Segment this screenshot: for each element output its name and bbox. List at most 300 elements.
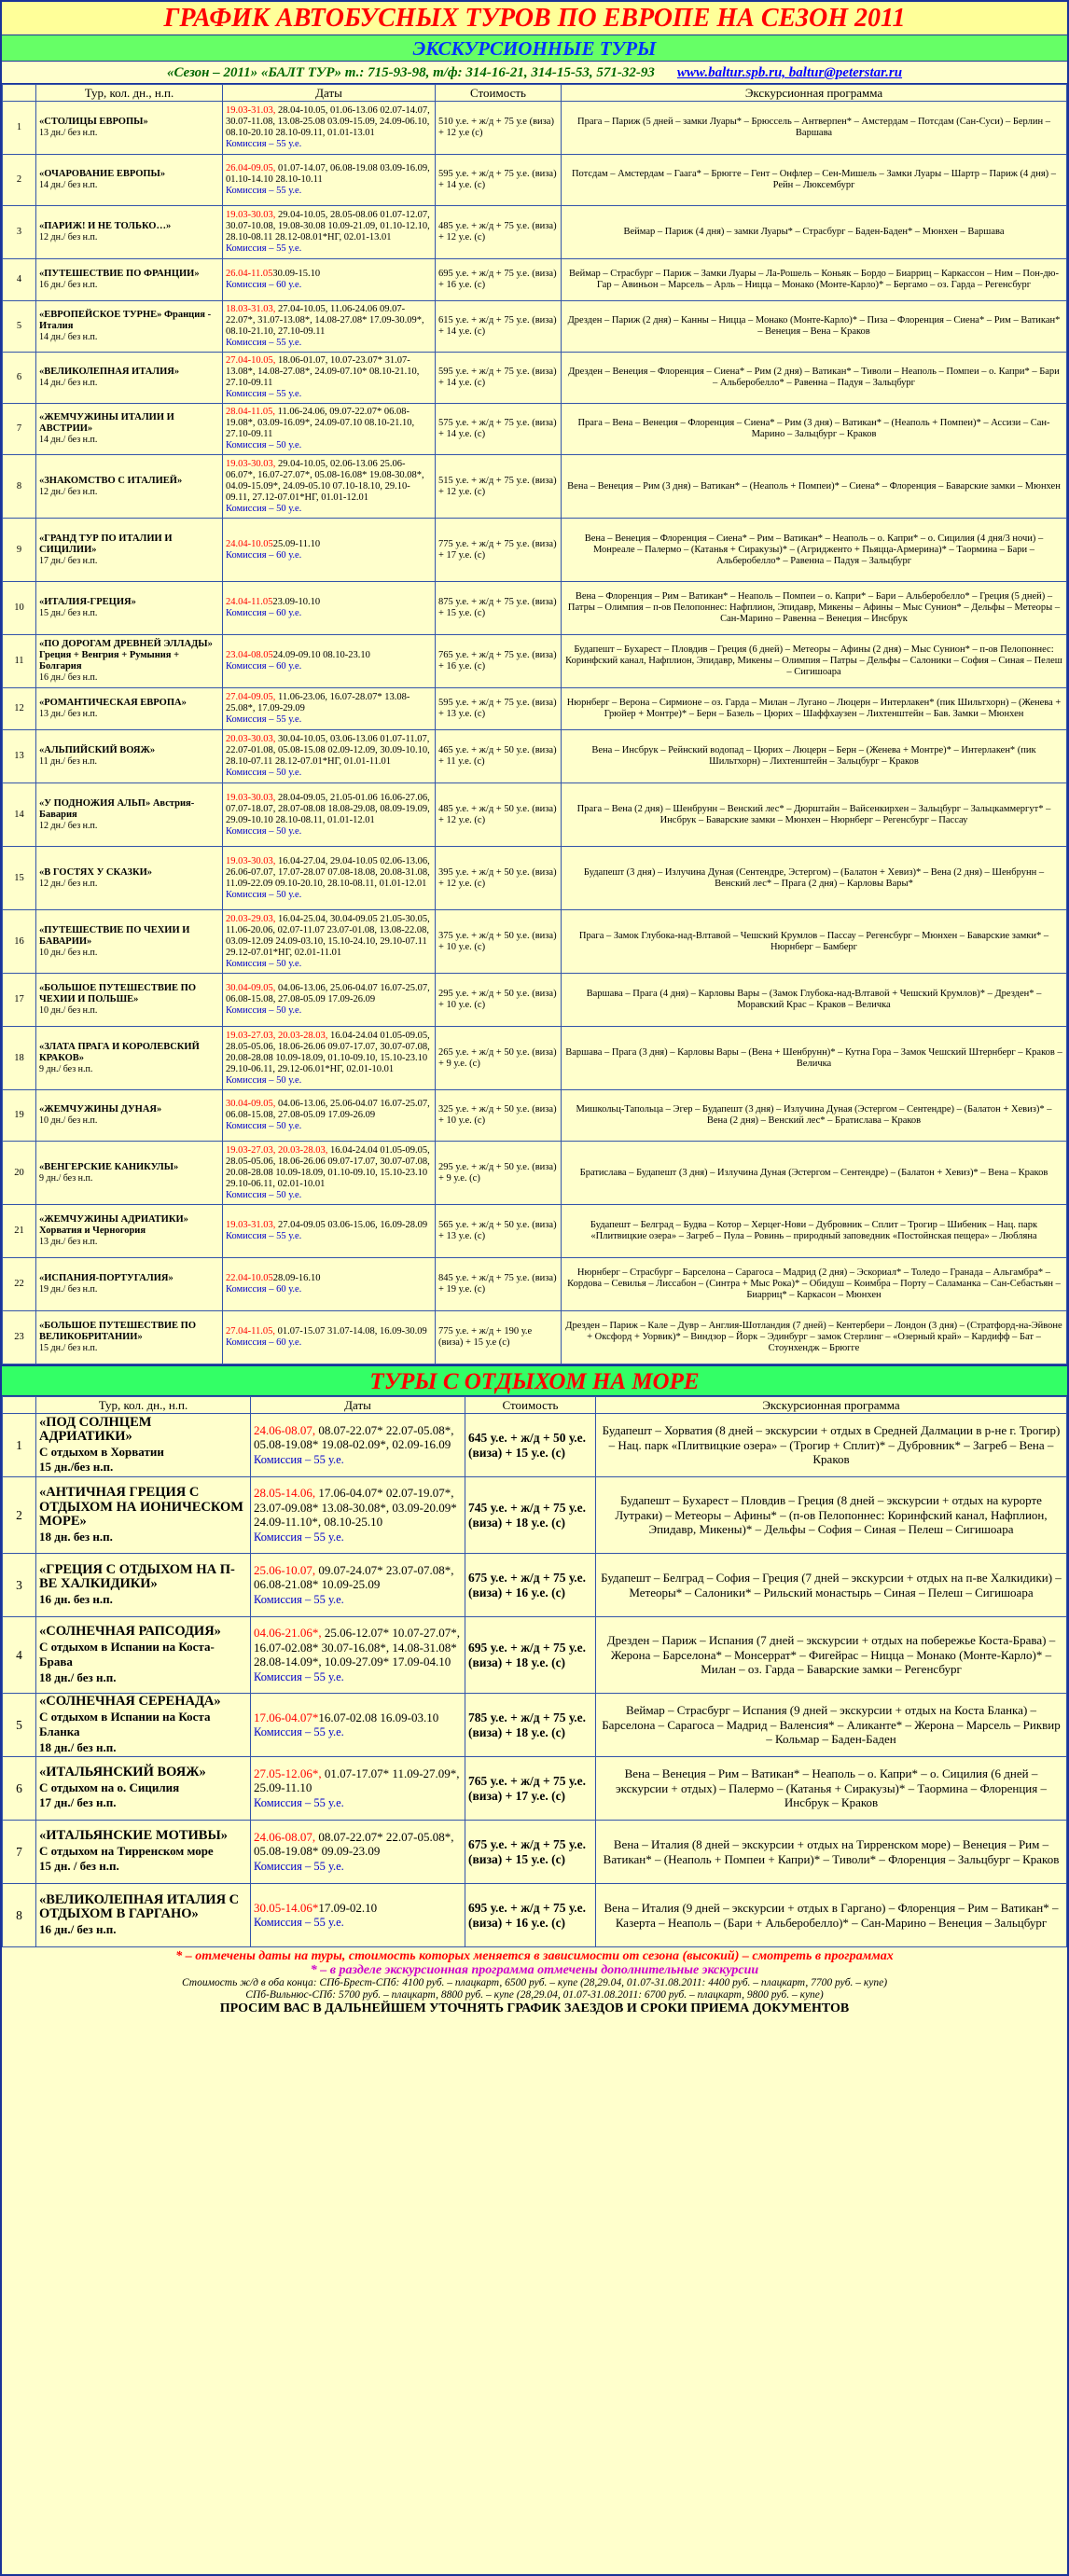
tour-days: 9 дн./ без н.п. (39, 1172, 93, 1184)
tour-days: 10 дн./ без н.п. (39, 1005, 98, 1016)
tour-days: 13 дн./ без н.п. (39, 128, 98, 138)
price-cell: 675 у.е. + ж/д + 75 у.е. (виза) + 16 у.е. (с) (465, 1554, 596, 1617)
price-cell: 325 у.е. + ж/д + 50 у.е. (виза) + 10 у.е. (с) (436, 1090, 562, 1142)
tour-days: 16 дн./ без н.п. (39, 1921, 117, 1936)
commission: Комиссия – 50 у.е. (226, 825, 302, 837)
tour-cell (36, 847, 223, 910)
program-cell: Прага – Вена – Венеция – Флоренция – Сиена* – Рим (3 дня) – Ватикан* – (Неаполь + Помпеи)* – Ассизи – Сан-Марино – Зальцбург – Краков (562, 404, 1067, 455)
dates-cell (251, 1757, 465, 1821)
program-cell: Прага – Париж (5 дней – замки Луары* – Брюссель – Антверпен* – Амстердам – Потсдам (Сан-Суси) – Берлин – Варшава (562, 102, 1067, 155)
tour-days: 12 дн./ без н.п. (39, 820, 98, 831)
tour-name: «АЛЬПИЙСКИЙ ВОЯЖ» (39, 745, 156, 755)
table-row (3, 1027, 1067, 1090)
price-cell: 595 у.е. + ж/д + 75 у.е. (виза) + 14 у.е. (с) (436, 155, 562, 206)
tour-cell (36, 1884, 251, 1947)
tour-name: «ЖЕМЧУЖИНЫ ДУНАЯ» (39, 1104, 162, 1115)
dates-list: 16.04-24.04 01.05-09.05, 28.05-05.06, 18.06-26.06 09.07-17.07, 30.07-07.08, 20.08-28.08 10.09-18.09, 01.10-09.10, 15.10-23.10 29.10-06.11, 02.01-10.01 (226, 1144, 430, 1189)
contact-line (2, 62, 1067, 84)
program-cell: Вена – Италия (8 дней – экскурсии + отдых на Тирренском море) – Венеция – Рим – Ватикан* – (Неаполь + Помпеи + Капри)* – Тиволи* – Флоренция – Зальцбург – Краков (596, 1821, 1067, 1884)
table-row (3, 301, 1067, 353)
footer-notes (2, 1947, 1067, 2017)
row-number: 8 (3, 1884, 36, 1947)
table-row (3, 102, 1067, 155)
dates-cell (223, 974, 436, 1027)
row-number: 14 (3, 783, 36, 847)
tour-name: «ИТАЛЬЯНСКИЙ ВОЯЖ» (39, 1765, 206, 1780)
excursion-table (2, 84, 1067, 1364)
table-row (3, 582, 1067, 635)
price-cell: 465 у.е. + ж/д + 50 у.е. (виза) + 11 у.е. (с) (436, 730, 562, 783)
table-row (3, 1554, 1067, 1617)
dates-highlight: 27.05-12.06*, (254, 1766, 325, 1780)
dates-cell (251, 1477, 465, 1554)
dates-cell (223, 404, 436, 455)
tour-name: «АНТИЧНАЯ ГРЕЦИЯ С ОТДЫХОМ НА ИОНИЧЕСКОМ МОРЕ» (39, 1485, 243, 1529)
tour-days: 14 дн./ без н.п. (39, 180, 98, 190)
dates-highlight: 27.04-09.05, (226, 692, 278, 702)
price-cell: 295 у.е. + ж/д + 50 у.е. (виза) + 10 у.е. (с) (436, 974, 562, 1027)
row-number: 2 (3, 155, 36, 206)
tour-days: 15 дн./ без н.п. (39, 608, 98, 618)
header-num (3, 85, 36, 102)
price-cell: 785 у.е. + ж/д + 75 у.е. (виза) + 18 у.е. (с) (465, 1694, 596, 1757)
contact-phones: «Сезон – 2011» «БАЛТ ТУР» т.: 715-93-98, т/ф: 314-16-21, 314-15-53, 571-32-93 (166, 65, 655, 80)
program-cell: Веймар – Страсбург – Испания (9 дней – экскурсии + отдых на Коста Бланка) – Барселона – Сарагоса – Мадрид – Валенсия* – Аликанте* – Жерона – Марсель – Риквир – Кольмар – Баден-Баден (596, 1694, 1067, 1757)
tour-name: «ГРЕЦИЯ С ОТДЫХОМ НА П-ВЕ ХАЛКИДИКИ» (39, 1561, 235, 1592)
dates-cell (223, 455, 436, 519)
tour-cell (36, 301, 223, 353)
program-cell: Вена – Венеция – Флоренция – Сиена* – Рим – Ватикан* – Неаполь – о. Капри* – о. Сицилия (4 дня/3 ночи) – Монреале – Палермо – (Катанья + Сиракузы)* – (Агридженто + Пьяцца-Армерина)* – Таормина – Бари – Альберобелло* – Равенна – Падуя – Зальцбург (562, 519, 1067, 582)
program-cell: Будапешт – Бухарест – Пловдив – Греция (8 дней – экскурсии + отдых на курорте Лутраки) – Метеоры – Афины* – (п-ов Пелопоннес: Коринфский канал, Нафплион, Эпидавр, Микены)* – Дельфы – София – Синая – Пелеш – Сигишоара (596, 1477, 1067, 1554)
price-cell: 485 у.е. + ж/д + 75 у.е. (виза) + 12 у.е. (с) (436, 206, 562, 259)
price-cell: 575 у.е. + ж/д + 75 у.е. (виза) + 14 у.е. (с) (436, 404, 562, 455)
dates-highlight: 24.04-11.05 (226, 597, 273, 607)
tour-cell (36, 1414, 251, 1477)
tour-name: «СТОЛИЦЫ ЕВРОПЫ» (39, 117, 148, 127)
tour-name: «БОЛЬШОЕ ПУТЕШЕСТВИЕ ПО ЧЕХИИ И ПОЛЬШЕ» (39, 983, 196, 1004)
commission: Комиссия – 60 у.е. (226, 549, 302, 561)
price-cell: 615 у.е. + ж/д + 75 у.е. (виза) + 14 у.е. (с) (436, 301, 562, 353)
tour-name: «ПОД СОЛНЦЕМ АДРИАТИКИ» (39, 1414, 152, 1444)
dates-highlight: 19.03-31.03, (226, 105, 278, 116)
commission: Комиссия – 50 у.е. (226, 1121, 302, 1131)
commission: Комиссия – 55 у.е. (254, 1795, 344, 1809)
tour-name: «СОЛНЕЧНАЯ РАПСОДИЯ» (39, 1624, 221, 1639)
dates-list: 01.07-14.07, 06.08-19.08 03.09-16.09, 01.10-14.10 28.10-10.11 (226, 163, 430, 185)
dates-cell (223, 519, 436, 582)
dates-list: 28.09-16.10 (272, 1273, 321, 1283)
commission: Комиссия – 55 у.е. (226, 338, 302, 348)
program-cell: Вена – Флоренция – Рим – Ватикан* – Неаполь – Помпеи – о. Капри* – Бари – Альберобелло* – Греция (5 дней) – Патры – Олимпия – п-ов Пелопоннес: Нафплион, Эпидавр, Микены – Афины – Мыс Сунион* – Дельфы – Метеоры – Сан-Марино – Равенна – Венеция – Инсбрук (562, 582, 1067, 635)
tour-cell (36, 259, 223, 301)
dates-highlight: 20.03-30.03, (226, 734, 278, 744)
price-cell: 565 у.е. + ж/д + 50 у.е. (виза) + 13 у.е. (с) (436, 1205, 562, 1258)
dates-cell (223, 1027, 436, 1090)
dates-highlight: 30.05-14.06* (254, 1900, 319, 1915)
tour-subtitle: С отдыхом на о. Сицилия (39, 1780, 180, 1794)
dates-cell (223, 301, 436, 353)
table-row (3, 730, 1067, 783)
commission: Комиссия – 50 у.е. (226, 503, 302, 514)
dates-list: 30.09-15.10 (272, 269, 321, 279)
tour-cell (36, 1821, 251, 1884)
dates-highlight: 24.06-08.07, (254, 1422, 319, 1437)
tour-days: 12 дн./ без н.п. (39, 232, 98, 242)
dates-highlight: 30.04-09.05, (226, 1099, 278, 1109)
dates-list: 27.04-09.05 03.06-15.06, 16.09-28.09 (278, 1220, 428, 1230)
dates-cell (223, 1090, 436, 1142)
commission: Комиссия – 55 у.е. (254, 1916, 344, 1929)
dates-highlight: 22.04-10.05 (226, 1273, 273, 1283)
row-number: 11 (3, 635, 36, 688)
commission: Комиссия – 60 у.е. (226, 1337, 302, 1348)
program-cell: Вена – Венеция – Рим – Ватикан* – Неаполь – о. Капри* – о. Сицилия (6 дней – экскурсии + отдых) – Палермо – (Катанья + Сиракузы)* – Таормина – Флоренция – Инсбрук – Краков (596, 1757, 1067, 1821)
dates-highlight: 19.03-27.03, 20.03-28.03, (226, 1030, 330, 1041)
dates-cell (223, 847, 436, 910)
program-cell: Будапешт – Хорватия (8 дней – экскурсии + отдых в Средней Далмации в р-не г. Трогир) – Нац. парк «Плитвицкие озера» – (Трогир + Сплит)* – Дубровник* – Загреб – Вена – Краков (596, 1414, 1067, 1477)
tour-name: «ВЕНГЕРСКИЕ КАНИКУЛЫ» (39, 1161, 179, 1172)
commission: Комиссия – 50 у.е. (226, 440, 302, 450)
tour-days: 16 дн./ без н.п. (39, 280, 98, 290)
tour-cell (36, 1205, 223, 1258)
price-cell: 645 у.е. + ж/д + 50 у.е. (виза) + 15 у.е. (с) (465, 1414, 596, 1477)
dates-list: 25.06-12.07* 10.07-27.07*, 16.07-02.08* 30.07-16.08*, 14.08-31.08* 28.08-14.09*, 10.09-27.09* 17.09-04.10 (254, 1626, 461, 1669)
tour-cell (36, 353, 223, 404)
commission: Комиссия – 50 у.е. (226, 889, 302, 900)
tour-cell (36, 1694, 251, 1757)
section-title-sea: ТУРЫ С ОТДЫХОМ НА МОРЕ (2, 1364, 1067, 1396)
table-row (3, 783, 1067, 847)
row-number: 15 (3, 847, 36, 910)
tour-cell (36, 1477, 251, 1554)
tour-days: 13 дн./ без н.п. (39, 1237, 98, 1247)
commission: Комиссия – 60 у.е. (226, 661, 302, 672)
dates-list: 11.06-23.06, 16.07-28.07* 13.08-25.08*, 17.09-29.09 (226, 692, 410, 713)
row-number: 8 (3, 455, 36, 519)
table-row (3, 974, 1067, 1027)
tour-days: 14 дн./ без н.п. (39, 378, 98, 388)
tour-name: «ПУТЕШЕСТВИЕ ПО ЧЕХИИ И БАВАРИИ» (39, 924, 190, 947)
dates-list: 01.07-17.07* 11.09-27.09*, 25.09-11.10 (254, 1766, 460, 1795)
tour-days: 14 дн./ без н.п. (39, 435, 98, 445)
tour-cell (36, 974, 223, 1027)
tour-cell (36, 102, 223, 155)
dates-cell (223, 155, 436, 206)
row-number: 17 (3, 974, 36, 1027)
price-cell: 695 у.е. + ж/д + 75 у.е. (виза) + 18 у.е. (с) (465, 1617, 596, 1694)
commission: Комиссия – 50 у.е. (226, 1189, 302, 1200)
header-num (3, 1397, 36, 1414)
row-number: 3 (3, 206, 36, 259)
tour-name: «ВЕЛИКОЛЕПНАЯ ИТАЛИЯ С ОТДЫХОМ В ГАРГАНО» (39, 1891, 240, 1922)
dates-list: 16.07-02.08 16.09-03.10 (318, 1710, 439, 1724)
row-number: 18 (3, 1027, 36, 1090)
dates-cell (223, 259, 436, 301)
dates-list: 16.04-27.04, 29.04-10.05 02.06-13.06, 26.06-07.07, 17.07-28.07 07.08-18.08, 20.08-31.08, 11.09-22.09 09.10-20.10, 28.10-08.11, 01.01-12.01 (226, 855, 430, 889)
commission: Комиссия – 55 у.е. (226, 389, 302, 399)
row-number: 7 (3, 1821, 36, 1884)
table-row (3, 1090, 1067, 1142)
row-number: 6 (3, 353, 36, 404)
program-cell: Будапешт – Белград – Будва – Котор – Херцег-Нови – Дубровник – Сплит – Трогир – Шибеник – Нац. парк «Плитвицкие озера» – Загреб – Пула – Ровинь – природный заповедник «Постойнская пещера» – Любляна (562, 1205, 1067, 1258)
tour-name: «СОЛНЕЧНАЯ СЕРЕНАДА» (39, 1694, 221, 1709)
commission: Комиссия – 55 у.е. (254, 1859, 344, 1873)
header-price: Стоимость (465, 1397, 596, 1414)
tour-cell (36, 455, 223, 519)
price-cell: 485 у.е. + ж/д + 50 у.е. (виза) + 12 у.е. (с) (436, 783, 562, 847)
commission: Комиссия – 55 у.е. (226, 243, 302, 254)
dates-list: 16.04-24.04 01.05-09.05, 28.05-05.06, 18.06-26.06 09.07-17.07, 30.07-07.08, 20.08-28.08 10.09-18.09, 01.10-09.10, 15.10-23.10 29.10-06.11, 29.12-06.01*НГ, 02.01-10.01 (226, 1030, 430, 1074)
dates-highlight: 30.04-09.05, (226, 983, 278, 993)
price-cell: 595 у.е. + ж/д + 75 у.е. (виза) + 14 у.е. (с) (436, 353, 562, 404)
program-cell: Вена – Инсбрук – Рейнский водопад – Цюрих – Люцерн – Берн – (Женева + Монтре)* – Интерлакен* (пик Шильтхорн) – Лихтенштейн – Зальцбург – Краков (562, 730, 1067, 783)
header-price: Стоимость (436, 85, 562, 102)
row-number: 2 (3, 1477, 36, 1554)
row-number: 12 (3, 688, 36, 730)
dates-cell (223, 783, 436, 847)
tour-name: «ПУТЕШЕСТВИЕ ПО ФРАНЦИИ» (39, 269, 200, 279)
tour-cell (36, 730, 223, 783)
dates-highlight: 25.06-10.07, (254, 1562, 319, 1577)
dates-list: 08.07-22.07* 22.07-05.08*, 05.08-19.08* 19.08-02.09*, 02.09-16.09 (254, 1422, 454, 1452)
tour-days: 18 дн./ без н.п. (39, 1669, 117, 1684)
program-cell: Будапешт – Бухарест – Пловдив – Греция (6 дней) – Метеоры – Афины (2 дня) – Мыс Сунион* – п-ов Пелопоннес: Коринфский канал, Нафплион, Эпидавр, Микены – Олимпия – Патры – Дельфы – Салоники – София – Синая – Пелеш – Сигишоара (562, 635, 1067, 688)
dates-highlight: 26.04-11.05 (226, 269, 273, 279)
tour-days: 12 дн./ без н.п. (39, 486, 98, 497)
tour-cell (36, 1027, 223, 1090)
price-cell: 695 у.е. + ж/д + 75 у.е. (виза) + 16 у.е. (с) (465, 1884, 596, 1947)
commission: Комиссия – 60 у.е. (226, 608, 302, 618)
row-number: 4 (3, 259, 36, 301)
commission: Комиссия – 50 у.е. (226, 768, 302, 778)
program-cell: Веймар – Париж (4 дня) – замки Луары* – Страсбург – Баден-Баден* – Мюнхен – Варшава (562, 206, 1067, 259)
price-cell: 295 у.е. + ж/д + 50 у.е. (виза) + 9 у.е. (с) (436, 1142, 562, 1205)
tour-days: 12 дн./ без н.п. (39, 878, 98, 889)
tour-cell (36, 519, 223, 582)
commission: Комиссия – 60 у.е. (226, 280, 302, 290)
price-cell: 265 у.е. + ж/д + 50 у.е. (виза) + 9 у.е. (с) (436, 1027, 562, 1090)
row-number: 13 (3, 730, 36, 783)
row-number: 19 (3, 1090, 36, 1142)
header-dates: Даты (251, 1397, 465, 1414)
tour-cell (36, 910, 223, 974)
program-cell: Варшава – Прага (3 дня) – Карловы Вары – (Вена + Шенбрунн)* – Кутна Гора – Замок Чешский Штернберг – Краков – Величка (562, 1027, 1067, 1090)
table-row (3, 635, 1067, 688)
dates-list: 29.04-10.05, 28.05-08.06 01.07-12.07, 30.07-10.08, 19.08-30.08 10.09-21.09, 01.10-12.10, 28.10-08.11 28.12-08.01*НГ, 02.01-13.01 (226, 210, 430, 242)
price-cell: 765 у.е. + ж/д + 75 у.е. (виза) + 16 у.е. (с) (436, 635, 562, 688)
tour-name: «ЕВРОПЕЙСКОЕ ТУРНЕ» Франция - Италия (39, 310, 212, 331)
tour-cell (36, 404, 223, 455)
dates-cell (223, 353, 436, 404)
price-cell: 675 у.е. + ж/д + 75 у.е. (виза) + 15 у.е. (с) (465, 1821, 596, 1884)
table-row (3, 353, 1067, 404)
dates-list: 09.07-24.07* 23.07-07.08*, 06.08-21.08* 10.09-25.09 (254, 1562, 454, 1592)
dates-highlight: 19.03-30.03, (226, 210, 278, 220)
dates-highlight: 19.03-30.03, (226, 792, 278, 803)
row-number: 3 (3, 1554, 36, 1617)
table-row (3, 1694, 1067, 1757)
tour-name: «В ГОСТЯХ У СКАЗКИ» (39, 866, 152, 878)
row-number: 7 (3, 404, 36, 455)
header-tour: Тур, кол. дн., н.п. (36, 85, 223, 102)
dates-highlight: 20.03-29.03, (226, 913, 278, 924)
site-link[interactable]: www.baltur.spb.ru, baltur@peterstar.ru (676, 65, 903, 80)
tour-cell (36, 582, 223, 635)
dates-cell (251, 1821, 465, 1884)
row-number: 1 (3, 102, 36, 155)
dates-highlight: 24.04-10.05 (226, 538, 273, 549)
table-row (3, 1414, 1067, 1477)
page-title: ГРАФИК АВТОБУСНЫХ ТУРОВ ПО ЕВРОПЕ НА СЕЗОН 2011 (2, 2, 1067, 35)
tour-days: 18 дн. без н.п. (39, 1529, 113, 1544)
tour-name: «ИТАЛЬЯНСКИЕ МОТИВЫ» (39, 1828, 228, 1844)
commission: Комиссия – 50 у.е. (226, 1005, 302, 1016)
price-cell: 515 у.е. + ж/д + 75 у.е. (виза) + 12 у.е. (с) (436, 455, 562, 519)
note-rail-brest: Стоимость ж/д в оба конца: СПб-Брест-СПб: 4100 руб. – плацкарт, 6500 руб. – купе (28,29.04, 01.07-31.08.2011: 4400 руб. – плацкарт, 7700 руб. – купе) (181, 1977, 888, 1988)
program-cell: Потсдам – Амстердам – Гаага* – Брюгге – Гент – Онфлер – Сен-Мишель – Замки Луары – Шартр – Париж (4 дня) – Рейн – Люксембург (562, 155, 1067, 206)
dates-highlight: 27.04-10.05, (226, 355, 278, 366)
table-row (3, 1142, 1067, 1205)
dates-list: 16.04-25.04, 30.04-09.05 21.05-30.05, 11.06-20.06, 02.07-11.07 23.07-01.08, 13.08-22.08, 03.09-12.09 24.09-03.10, 15.10-24.10, 29.10-07.11 29.12-07.01*НГ, 02.01-11.01 (226, 913, 430, 958)
dates-highlight: 28.04-11.05, (226, 407, 278, 417)
dates-list: 28.04-09.05, 21.05-01.06 16.06-27.06, 07.07-18.07, 28.07-08.08 18.08-29.08, 08.09-19.09, 29.09-10.10 28.10-08.11, 01.01-12.01 (226, 792, 430, 825)
commission: Комиссия – 60 у.е. (226, 1284, 302, 1295)
note-request: ПРОСИМ ВАС В ДАЛЬНЕЙШЕМ УТОЧНЯТЬ ГРАФИК ЗАЕЗДОВ И СРОКИ ПРИЕМА ДОКУМЕНТОВ (219, 2001, 850, 2015)
commission: Комиссия – 50 у.е. (226, 1074, 302, 1086)
tour-cell (36, 1142, 223, 1205)
header-dates: Даты (223, 85, 436, 102)
dates-cell (223, 730, 436, 783)
tour-days: 18 дн./ без н.п. (39, 1739, 117, 1754)
dates-list: 04.06-13.06, 25.06-04.07 16.07-25.07, 06.08-15.08, 27.08-05.09 17.09-26.09 (226, 983, 430, 1004)
tour-name: «ИТАЛИЯ-ГРЕЦИЯ» (39, 597, 136, 607)
tour-days: 16 дн. без н.п. (39, 1591, 113, 1606)
row-number: 6 (3, 1757, 36, 1821)
commission: Комиссия – 55 у.е. (254, 1725, 344, 1738)
commission: Комиссия – 55 у.е. (226, 186, 302, 196)
commission: Комиссия – 50 у.е. (226, 958, 302, 969)
dates-cell (223, 688, 436, 730)
table-row (3, 206, 1067, 259)
dates-highlight: 19.03-30.03, (226, 458, 278, 469)
commission: Комиссия – 55 у.е. (226, 714, 302, 725)
section-title-excursion: ЭКСКУРСИОННЫЕ ТУРЫ (2, 35, 1067, 62)
price-cell: 845 у.е. + ж/д + 75 у.е. (виза) + 19 у.е. (с) (436, 1258, 562, 1311)
dates-cell (251, 1694, 465, 1757)
table-row (3, 688, 1067, 730)
tour-cell (36, 1554, 251, 1617)
program-cell: Братислава – Будапешт (3 дня) – Излучина Дуная (Эстергом – Сентендре) – (Балатон + Хевиз)* – Вена – Краков (562, 1142, 1067, 1205)
price-cell: 745 у.е. + ж/д + 75 у.е. (виза) + 18 у.е. (с) (465, 1477, 596, 1554)
tour-days: 17 дн./ без н.п. (39, 1795, 117, 1810)
tour-cell (36, 1617, 251, 1694)
table-row (3, 1617, 1067, 1694)
dates-cell (223, 206, 436, 259)
program-cell: Дрезден – Париж – Испания (7 дней – экскурсии + отдых на побережье Коста-Брава) – Жерона – Барселона* – Монсеррат* – Фигейрас – Ницца – Монако (Монте-Карло)* – Милан – оз. Гарда – Баварские замки – Регенсбург (596, 1617, 1067, 1694)
dates-list: 17.06-04.07* 02.07-19.07*, 23.07-09.08* 13.08-30.08*, 03.09-20.09* 24.09-11.10*, 08.10-25.10 (254, 1486, 457, 1529)
tour-days: 15 дн./без н.п. (39, 1460, 114, 1474)
program-cell: Нюрнберг – Страсбург – Барселона – Сарагоса – Мадрид (2 дня) – Эскориал* – Толедо – Гранада – Альгамбра* – Кордова – Севилья – Лиссабон – (Синтра + Мыс Рока)* – Обидуш – Коимбра – Порту – Саламанка – Сан-Себастьян – Биарриц* – Каркасон – Мюнхен (562, 1258, 1067, 1311)
tour-days: 11 дн./ без н.п. (39, 756, 98, 767)
commission: Комиссия – 55 у.е. (254, 1669, 344, 1683)
dates-highlight: 27.04-11.05, (226, 1326, 278, 1336)
table-header-row (3, 1397, 1067, 1414)
dates-cell (251, 1617, 465, 1694)
dates-highlight: 28.05-14.06, (254, 1486, 319, 1500)
row-number: 10 (3, 582, 36, 635)
tour-cell (36, 783, 223, 847)
tour-subtitle: С отдыхом в Хорватии (39, 1444, 164, 1459)
sea-table (2, 1396, 1067, 1947)
table-row (3, 847, 1067, 910)
tour-days: 14 дн./ без н.п. (39, 332, 98, 342)
dates-list: 24.09-09.10 08.10-23.10 (272, 650, 370, 660)
program-cell: Прага – Вена (2 дня) – Шенбрунн – Венский лес* – Дюрштайн – Вайсенкирхен – Зальцбург – Зальцкаммергут* – Инсбрук – Баварские замки – Мюнхен – Нюрнберг – Регенсбург – Пассау (562, 783, 1067, 847)
dates-cell (223, 1258, 436, 1311)
dates-list: 18.06-01.07, 10.07-23.07* 31.07-13.08*, 14.08-27.08*, 24.09-07.10* 08.10-21.10, 27.10-09.11 (226, 355, 420, 388)
tour-days: 15 дн. / без н.п. (39, 1859, 119, 1874)
tour-subtitle: С отдыхом в Испании на Коста Бланка (39, 1709, 211, 1738)
row-number: 4 (3, 1617, 36, 1694)
program-cell: Дрезден – Венеция – Флоренция – Сиена* – Рим (2 дня) – Ватикан* – Тиволи – Неаполь – Помпеи – о. Капри* – Бари – Альберобелло* – Равенна – Падуя – Зальцбург (562, 353, 1067, 404)
tour-cell (36, 688, 223, 730)
program-cell: Вена – Венеция – Рим (3 дня) – Ватикан* – (Неаполь + Помпеи)* – Сиена* – Флоренция – Баварские замки – Мюнхен (562, 455, 1067, 519)
dates-list: 08.07-22.07* 22.07-05.08*, 05.08-19.08* 09.09-23.09 (254, 1829, 454, 1859)
dates-cell (223, 582, 436, 635)
tour-name: «ВЕЛИКОЛЕПНАЯ ИТАЛИЯ» (39, 367, 180, 377)
program-cell: Нюрнберг – Верона – Сирмионе – оз. Гарда – Милан – Лугано – Люцерн – Интерлакен* (пик Шильтхорн) – (Женева + Грюйер + Монтре)* – Берн – Базель – Цюрих – Шаффхаузен – Лихтенштейн – Бав. Замки – Мюнхен (562, 688, 1067, 730)
price-cell: 510 у.е. + ж/д + 75 у.е (виза) + 12 у.е (с) (436, 102, 562, 155)
tour-name: «ГРАНД ТУР ПО ИТАЛИИ И СИЦИЛИИ» (39, 533, 173, 555)
price-cell: 695 у.е. + ж/д + 75 у.е. (виза) + 16 у.е. (с) (436, 259, 562, 301)
dates-cell (223, 1142, 436, 1205)
dates-cell (223, 102, 436, 155)
price-cell: 765 у.е. + ж/д + 75 у.е. (виза) + 17 у.е. (с) (465, 1757, 596, 1821)
dates-list: 30.04-10.05, 03.06-13.06 01.07-11.07, 22.07-01.08, 05.08-15.08 02.09-12.09, 30.09-10.10, 28.10-07.11 28.12-07.01*НГ, 01.01-11.01 (226, 734, 430, 767)
tour-name: «ИСПАНИЯ-ПОРТУГАЛИЯ» (39, 1273, 174, 1283)
tour-days: 10 дн./ без н.п. (39, 947, 98, 958)
table-row (3, 404, 1067, 455)
dates-cell (251, 1414, 465, 1477)
table-row (3, 1205, 1067, 1258)
table-row (3, 1311, 1067, 1364)
header-tour: Тур, кол. дн., н.п. (36, 1397, 251, 1414)
row-number: 22 (3, 1258, 36, 1311)
row-number: 5 (3, 1694, 36, 1757)
price-cell: 775 у.е. + ж/д + 190 у.е (виза) + 15 у.е (с) (436, 1311, 562, 1364)
tour-subtitle: С отдыхом в Испании на Коста-Брава (39, 1639, 215, 1669)
tour-cell (36, 1311, 223, 1364)
dates-highlight: 18.03-31.03, (226, 304, 278, 314)
table-row (3, 1884, 1067, 1947)
tour-name: «ЖЕМЧУЖИНЫ ИТАЛИИ И АВСТРИИ» (39, 412, 174, 434)
commission: Комиссия – 55 у.е. (254, 1592, 344, 1606)
commission: Комиссия – 55 у.е. (226, 1231, 302, 1241)
commission: Комиссия – 55 у.е. (254, 1530, 344, 1544)
table-row (3, 455, 1067, 519)
tour-name: «ЗЛАТА ПРАГА И КОРОЛЕВСКИЙ КРАКОВ» (39, 1041, 200, 1063)
dates-list: 27.04-10.05, 11.06-24.06 09.07-22.07*, 31.07-13.08*, 14.08-27.08* 17.09-30.09*, 08.10-21.10, 27.10-09.11 (226, 304, 424, 337)
dates-highlight: 26.04-09.05, (226, 163, 278, 173)
dates-cell (223, 1311, 436, 1364)
program-cell: Прага – Замок Глубока-над-Влтавой – Чешский Крумлов – Пассау – Регенсбург – Мюнхен – Баварские замки* – Нюрнберг – Бамберг (562, 910, 1067, 974)
dates-highlight: 24.06-08.07, (254, 1829, 319, 1844)
price-cell: 395 у.е. + ж/д + 50 у.е. (виза) + 12 у.е. (с) (436, 847, 562, 910)
tour-name: «У ПОДНОЖИЯ АЛЬП» Австрия-Бавария (39, 797, 195, 820)
table-row (3, 1821, 1067, 1884)
tour-days: 13 дн./ без н.п. (39, 709, 98, 719)
dates-list: 23.09-10.10 (272, 597, 321, 607)
